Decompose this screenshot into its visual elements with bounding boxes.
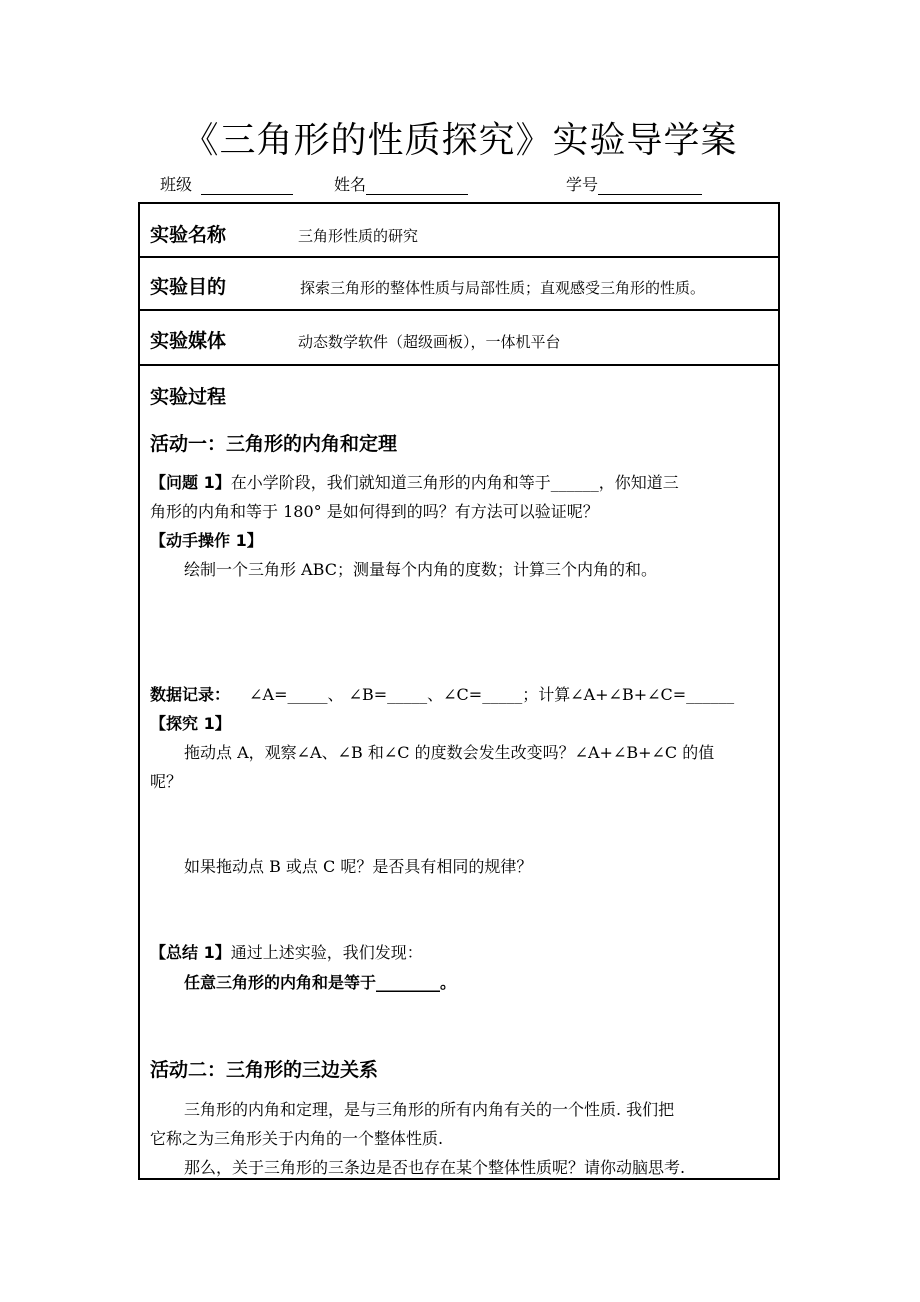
- row-divider: [140, 309, 778, 311]
- experiment-purpose-label: 实验目的: [150, 276, 227, 298]
- class-blank[interactable]: [201, 176, 293, 195]
- id-field: [566, 172, 702, 195]
- name-field: [334, 172, 468, 195]
- process-heading: 实验过程: [150, 386, 227, 408]
- activity1-title: 活动一：三角形的内角和定理: [150, 433, 398, 455]
- data-record-text: ∠A=_____、 ∠B=_____、∠C=_____；计算∠A+∠B+∠C=______: [249, 685, 735, 704]
- explore1-question2: 如果拖动点 B 或点 C 呢？是否具有相同的规律？: [184, 857, 533, 876]
- name-blank[interactable]: [366, 176, 468, 195]
- question1: [150, 470, 679, 493]
- experiment-media-label: 实验媒体: [150, 330, 227, 352]
- experiment-name-label: 实验名称: [150, 224, 227, 246]
- id-blank[interactable]: [598, 176, 702, 195]
- explore1-line2: 呢？: [150, 772, 183, 791]
- data-record: [150, 682, 734, 705]
- worksheet-table: [138, 202, 780, 1180]
- row-divider: [140, 364, 778, 366]
- row-divider: [140, 256, 778, 258]
- class-label: 班级: [160, 175, 193, 194]
- operation1-tag: 【动手操作 1】: [150, 531, 263, 550]
- summary1-tag: 【总结 1】: [150, 943, 231, 962]
- data-record-label: 数据记录：: [150, 685, 231, 704]
- question1-line1: 在小学阶段，我们就知道三角形的内角和等于______，你知道三: [230, 473, 679, 492]
- activity2-paragraph2: 那么，关于三角形的三条边是否也存在某个整体性质呢？请你动脑思考.: [184, 1158, 686, 1177]
- id-label: 学号: [566, 175, 599, 194]
- activity2-paragraph1-line1: 三角形的内角和定理，是与三角形的所有内角有关的一个性质. 我们把: [184, 1100, 675, 1119]
- explore1-tag: 【探究 1】: [150, 714, 231, 733]
- question1-line2: 角形的内角和等于 180° 是如何得到的吗？有方法可以验证呢？: [150, 502, 599, 521]
- explore1-line1: 拖动点 A，观察∠A、∠B 和∠C 的度数会发生改变吗？∠A+∠B+∠C 的值: [184, 743, 715, 762]
- experiment-name-value: 三角形性质的研究: [298, 227, 419, 245]
- class-field: [160, 172, 293, 195]
- experiment-purpose-value: 探索三角形的整体性质与局部性质；直观感受三角形的性质。: [300, 279, 706, 297]
- operation1-text: 绘制一个三角形 ABC；测量每个内角的度数；计算三个内角的和。: [184, 560, 657, 579]
- activity2-title: 活动二：三角形的三边关系: [150, 1059, 379, 1081]
- question1-tag: 【问题 1】: [150, 473, 231, 492]
- experiment-media-value: 动态数学软件（超级画板），一体机平台: [298, 333, 561, 351]
- summary1: [150, 940, 423, 963]
- summary1-conclusion: 任意三角形的内角和是等于________。: [184, 973, 457, 992]
- summary1-text: 通过上述实验，我们发现：: [230, 943, 423, 962]
- name-label: 姓名: [334, 175, 367, 194]
- activity2-paragraph1-line2: 它称之为三角形关于内角的一个整体性质.: [150, 1129, 444, 1148]
- page-title: 《三角形的性质探究》实验导学案: [182, 120, 738, 161]
